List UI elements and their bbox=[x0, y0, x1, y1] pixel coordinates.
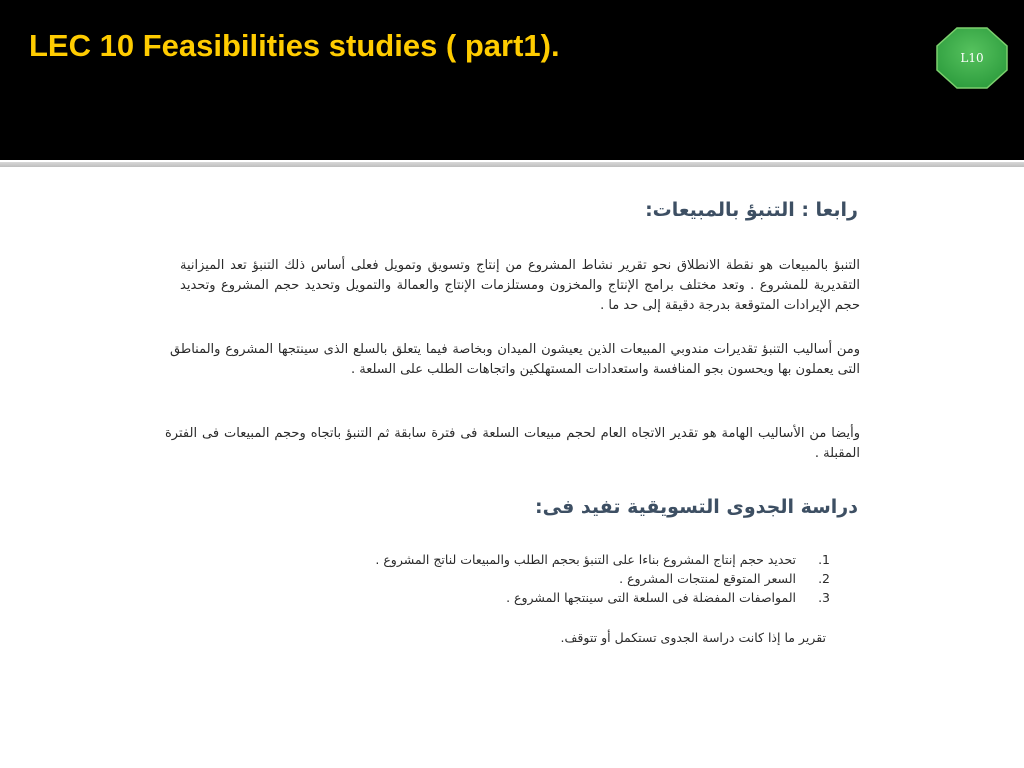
list-item-text: تحديد حجم إنتاج المشروع بناءا على التنبؤ بحجم الطلب والمبيعات لناتج المشروع . bbox=[375, 552, 796, 567]
header-bar bbox=[0, 0, 1024, 160]
paragraph-text: وأيضا من الأساليب الهامة هو تقدير الاتجاه العام لحجم مبيعات السلعة فى فترة سابقة ثم التنبؤ باتجاه وحجم المبيعات فى الفترة المقبلة . bbox=[165, 426, 860, 461]
list-item-text: السعر المتوقع لمنتجات المشروع . bbox=[619, 571, 796, 586]
decision-note: تقرير ما إذا كانت دراسة الجدوى تستكمل أو تتوقف. bbox=[560, 630, 826, 645]
section-heading-marketing-feasibility: دراسة الجدوى التسويقية تفيد فى: bbox=[535, 496, 858, 518]
paragraph bbox=[170, 340, 860, 380]
benefits-list bbox=[260, 550, 830, 607]
list-item bbox=[260, 588, 830, 607]
header-divider bbox=[0, 162, 1024, 167]
paragraph bbox=[180, 256, 860, 316]
list-item bbox=[260, 569, 830, 588]
list-item bbox=[260, 550, 830, 569]
slide-number-badge bbox=[936, 27, 1008, 89]
list-item-number: 2. bbox=[818, 571, 830, 586]
paragraph-text: التنبؤ بالمبيعات هو نقطة الانطلاق نحو تقرير نشاط المشروع من إنتاج وتسويق وتمويل فعلى أساس ذلك التنبؤ تعد الميزانية التقديرية للمشروع . وتعد مختلف برامج الإنتاج والمخزون ومستلزمات الإنتاج والعمالة والتمويل وتحديد حجم المشروع وتحديد حجم الإيرادات المتوقعة بدرجة دقيقة إلى حد ما . bbox=[180, 258, 860, 313]
section-heading-sales-forecast: رابعا : التنبؤ بالمبيعات: bbox=[645, 199, 858, 221]
list-item-number: 1. bbox=[818, 552, 830, 567]
paragraph-text: ومن أساليب التنبؤ تقديرات مندوبي المبيعات الذين يعيشون الميدان وبخاصة فيما يتعلق بالسلع الذى سينتجها المشروع والمناطق التى يعملون بها ويحسون بجو المنافسة واستعدادات المستهلكين واتجاهات الطلب على السلعة . bbox=[170, 342, 860, 377]
list-item-text: المواصفات المفضلة فى السلعة التى سينتجها المشروع . bbox=[506, 590, 796, 605]
slide-title: LEC 10 Feasibilities studies ( part1). bbox=[29, 28, 560, 63]
paragraph bbox=[165, 424, 860, 464]
list-item-number: 3. bbox=[818, 590, 830, 605]
slide-number-text: L10 bbox=[960, 51, 984, 65]
